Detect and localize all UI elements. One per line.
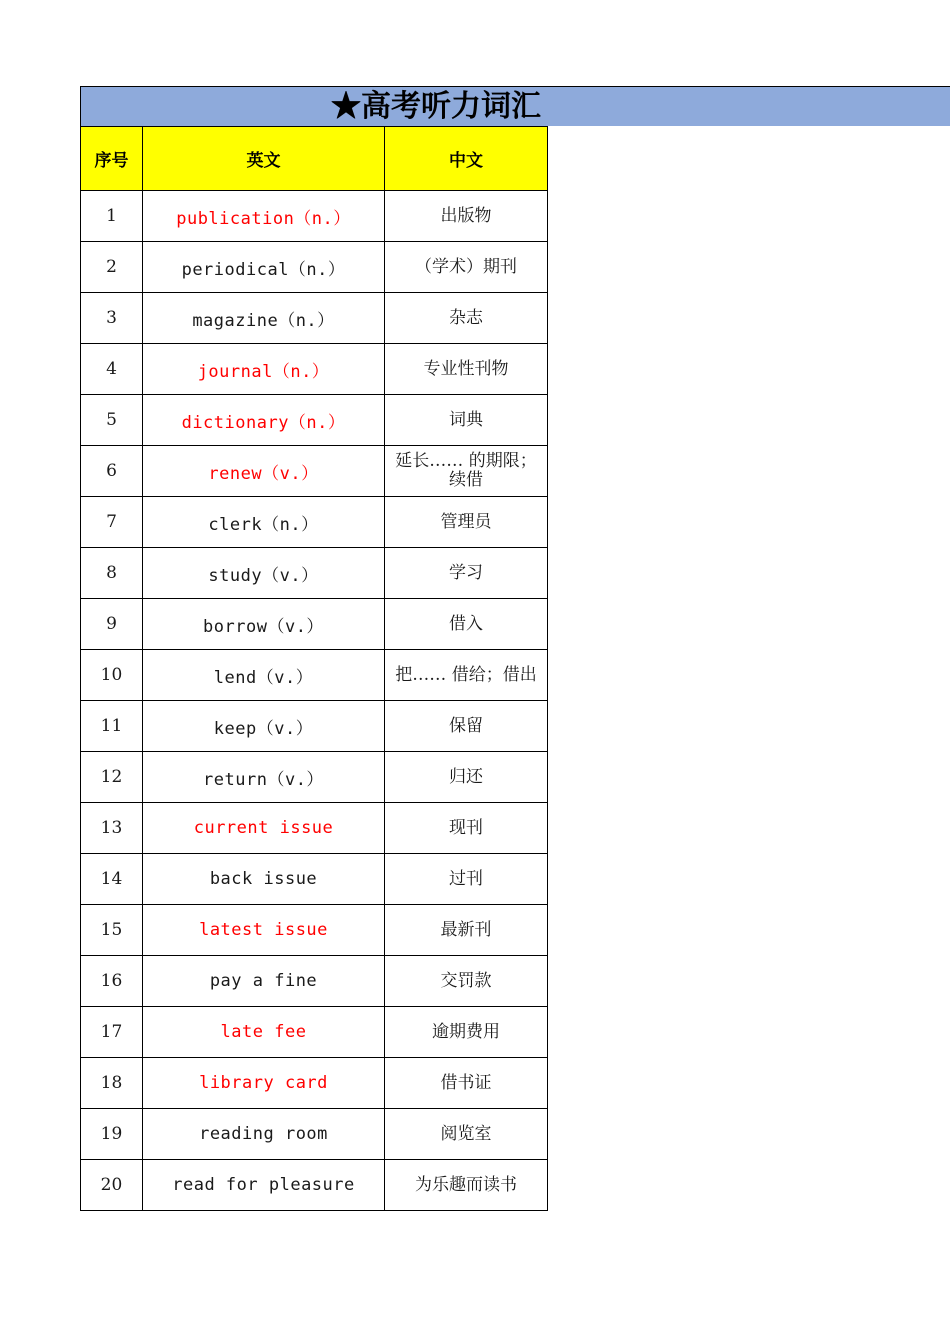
table-row bbox=[81, 344, 548, 395]
english-term: late fee bbox=[143, 1007, 385, 1058]
table-row bbox=[81, 191, 548, 242]
table-row bbox=[81, 548, 548, 599]
english-term: read for pleasure bbox=[143, 1160, 385, 1211]
header-english: 英文 bbox=[143, 127, 385, 191]
table-row bbox=[81, 752, 548, 803]
table-row bbox=[81, 1007, 548, 1058]
chinese-meaning: 杂志 bbox=[385, 293, 548, 344]
english-term: return（v.） bbox=[143, 752, 385, 803]
row-number: 17 bbox=[81, 1007, 143, 1058]
row-number: 13 bbox=[81, 803, 143, 854]
title-bar bbox=[80, 86, 950, 126]
row-number: 6 bbox=[81, 446, 143, 497]
chinese-meaning: 词典 bbox=[385, 395, 548, 446]
chinese-meaning: 延长…… 的期限；续借 bbox=[385, 446, 548, 497]
chinese-meaning: 阅览室 bbox=[385, 1109, 548, 1160]
header-chinese: 中文 bbox=[385, 127, 548, 191]
row-number: 14 bbox=[81, 854, 143, 905]
row-number: 4 bbox=[81, 344, 143, 395]
table-row bbox=[81, 497, 548, 548]
english-term: journal（n.） bbox=[143, 344, 385, 395]
row-number: 18 bbox=[81, 1058, 143, 1109]
table-row bbox=[81, 599, 548, 650]
row-number: 3 bbox=[81, 293, 143, 344]
english-term: renew（v.） bbox=[143, 446, 385, 497]
row-number: 2 bbox=[81, 242, 143, 293]
english-term: keep（v.） bbox=[143, 701, 385, 752]
table-body bbox=[81, 191, 548, 1211]
page-title: ★高考听力词汇 bbox=[331, 89, 541, 124]
english-term: reading room bbox=[143, 1109, 385, 1160]
chinese-meaning: （学术）期刊 bbox=[385, 242, 548, 293]
chinese-meaning: 借书证 bbox=[385, 1058, 548, 1109]
english-term: magazine（n.） bbox=[143, 293, 385, 344]
row-number: 1 bbox=[81, 191, 143, 242]
chinese-meaning: 出版物 bbox=[385, 191, 548, 242]
table-row bbox=[81, 1109, 548, 1160]
chinese-meaning: 专业性刊物 bbox=[385, 344, 548, 395]
chinese-meaning: 保留 bbox=[385, 701, 548, 752]
chinese-meaning: 为乐趣而读书 bbox=[385, 1160, 548, 1211]
table-row bbox=[81, 803, 548, 854]
table-row bbox=[81, 650, 548, 701]
row-number: 12 bbox=[81, 752, 143, 803]
chinese-meaning: 把…… 借给；借出 bbox=[385, 650, 548, 701]
chinese-meaning: 现刊 bbox=[385, 803, 548, 854]
english-term: study（v.） bbox=[143, 548, 385, 599]
table-row bbox=[81, 905, 548, 956]
row-number: 9 bbox=[81, 599, 143, 650]
english-term: library card bbox=[143, 1058, 385, 1109]
table-row bbox=[81, 242, 548, 293]
row-number: 19 bbox=[81, 1109, 143, 1160]
english-term: back issue bbox=[143, 854, 385, 905]
english-term: publication（n.） bbox=[143, 191, 385, 242]
chinese-meaning: 学习 bbox=[385, 548, 548, 599]
english-term: dictionary（n.） bbox=[143, 395, 385, 446]
english-term: periodical（n.） bbox=[143, 242, 385, 293]
row-number: 10 bbox=[81, 650, 143, 701]
chinese-meaning: 借入 bbox=[385, 599, 548, 650]
chinese-meaning: 交罚款 bbox=[385, 956, 548, 1007]
english-term: latest issue bbox=[143, 905, 385, 956]
row-number: 11 bbox=[81, 701, 143, 752]
english-term: clerk（n.） bbox=[143, 497, 385, 548]
table-row bbox=[81, 854, 548, 905]
row-number: 8 bbox=[81, 548, 143, 599]
row-number: 15 bbox=[81, 905, 143, 956]
chinese-meaning: 最新刊 bbox=[385, 905, 548, 956]
table-row bbox=[81, 446, 548, 497]
chinese-meaning: 逾期费用 bbox=[385, 1007, 548, 1058]
row-number: 20 bbox=[81, 1160, 143, 1211]
vocabulary-table bbox=[80, 126, 548, 1211]
chinese-meaning: 归还 bbox=[385, 752, 548, 803]
chinese-meaning: 管理员 bbox=[385, 497, 548, 548]
table-row bbox=[81, 1058, 548, 1109]
table-row bbox=[81, 1160, 548, 1211]
row-number: 5 bbox=[81, 395, 143, 446]
english-term: lend（v.） bbox=[143, 650, 385, 701]
english-term: current issue bbox=[143, 803, 385, 854]
table-row bbox=[81, 956, 548, 1007]
row-number: 16 bbox=[81, 956, 143, 1007]
table-row bbox=[81, 701, 548, 752]
table-header-row bbox=[81, 127, 548, 191]
table-row bbox=[81, 395, 548, 446]
row-number: 7 bbox=[81, 497, 143, 548]
english-term: borrow（v.） bbox=[143, 599, 385, 650]
header-number: 序号 bbox=[81, 127, 143, 191]
english-term: pay a fine bbox=[143, 956, 385, 1007]
table-row bbox=[81, 293, 548, 344]
chinese-meaning: 过刊 bbox=[385, 854, 548, 905]
